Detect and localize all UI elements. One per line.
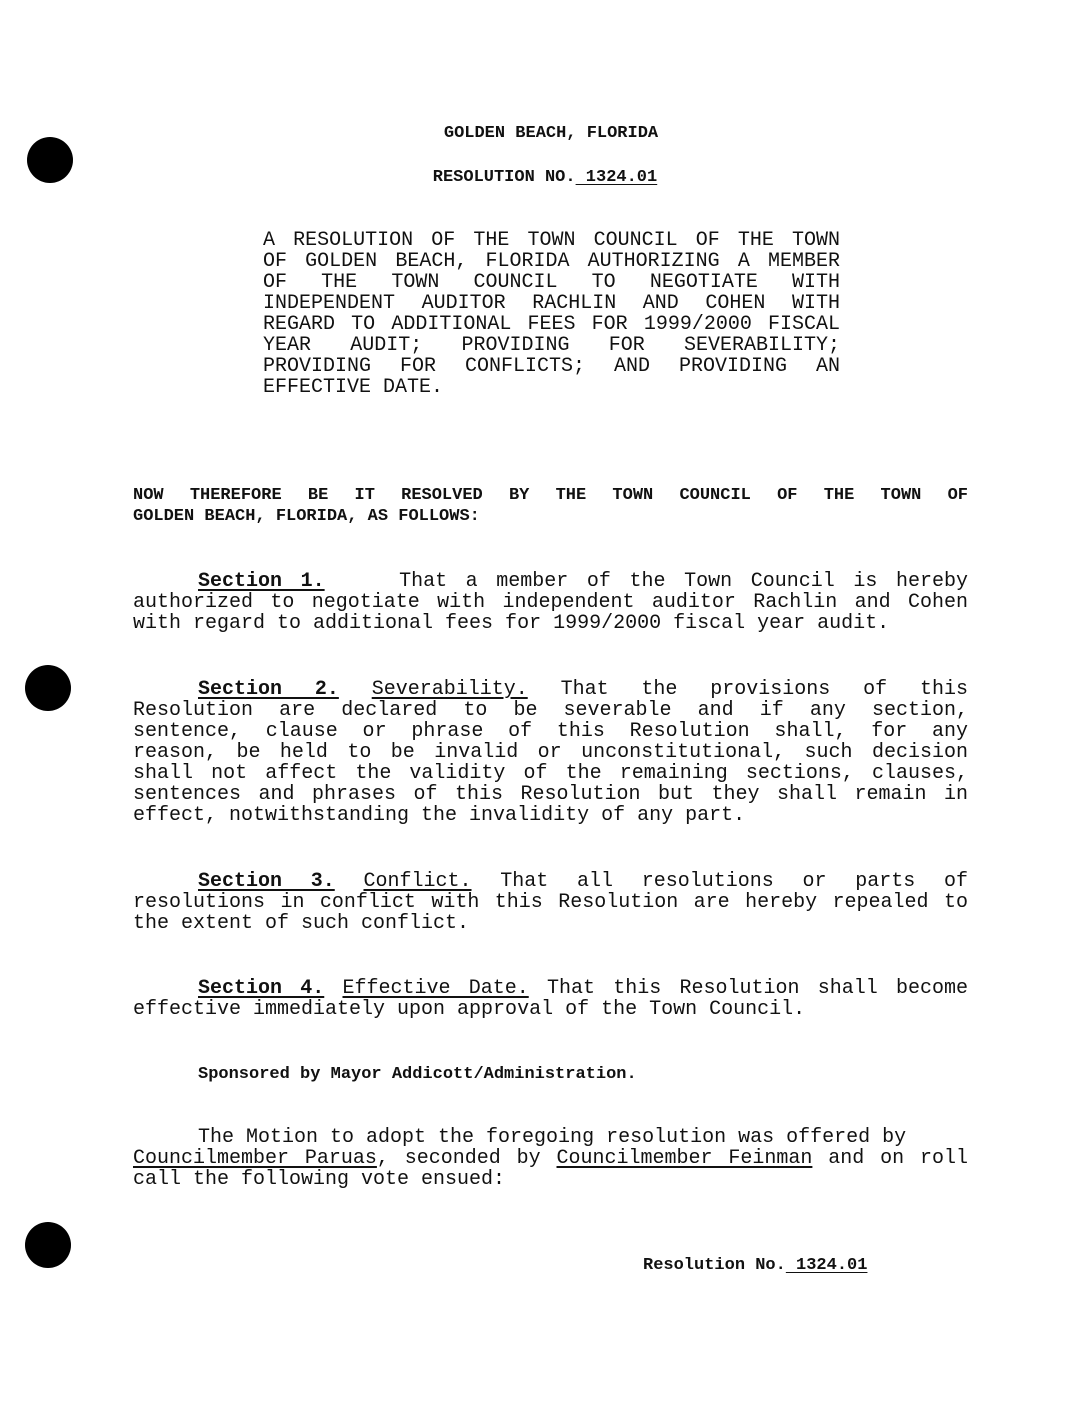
section-first-line <box>133 571 968 592</box>
section-first-line <box>133 871 968 892</box>
section-2 <box>133 679 968 826</box>
section-4 <box>133 978 968 1020</box>
section-line: sentences and phrases of this Resolution but they shall remain in <box>133 783 968 806</box>
motion-line <box>133 1148 968 1169</box>
section-title: Conflict. <box>363 870 472 893</box>
preamble <box>133 485 968 527</box>
abstract-line: YEAR AUDIT; PROVIDING FOR SEVERABILITY; <box>263 334 840 357</box>
motion-line: call the following vote ensued: <box>133 1168 506 1191</box>
section-line: Resolution are declared to be severable and if any section, <box>133 699 968 722</box>
section-line: authorized to negotiate with independent auditor Rachlin and Cohen <box>133 591 968 614</box>
section-line: shall not affect the validity of the remaining sections, clauses, <box>133 762 968 785</box>
section-label: Section 4. <box>198 977 325 1000</box>
section-label: Section 2. <box>198 678 339 701</box>
section-line: effective immediately upon approval of the Town Council. <box>133 998 806 1021</box>
abstract-line: A RESOLUTION OF THE TOWN COUNCIL OF THE TOWN <box>263 229 840 252</box>
section-text: That a member of the Town Council is hereby <box>399 570 968 593</box>
section-label: Section 1. <box>198 570 325 593</box>
section-line: with regard to additional fees for 1999/2000 fiscal year audit. <box>133 612 890 635</box>
section-line: effect, notwithstanding the invalidity of any part. <box>133 804 746 827</box>
section-text: That the provisions of this <box>560 678 968 701</box>
sponsor-line: Sponsored by Mayor Addicott/Administration. <box>198 1065 637 1084</box>
abstract-line: INDEPENDENT AUDITOR RACHLIN AND COHEN WITH <box>263 292 840 315</box>
section-line: resolutions in conflict with this Resolution are hereby repealed to <box>133 891 968 914</box>
section-first-line <box>133 679 968 700</box>
section-first-line <box>133 978 968 999</box>
section-text: That this Resolution shall become <box>546 977 968 1000</box>
section-3 <box>133 871 968 934</box>
abstract-line: OF GOLDEN BEACH, FLORIDA AUTHORIZING A MEMBER <box>263 250 840 273</box>
section-title: Effective Date. <box>342 977 529 1000</box>
section-line: sentence, clause or phrase of this Resolution shall, for any <box>133 720 968 743</box>
mover-name: Councilmember Paruas <box>133 1147 377 1170</box>
section-line: reason, be held to be invalid or unconstitutional, such decision <box>133 741 968 764</box>
section-1 <box>133 571 968 634</box>
section-text: That all resolutions or parts of <box>500 870 968 893</box>
punch-hole <box>25 1222 71 1268</box>
section-line: the extent of such conflict. <box>133 912 470 935</box>
section-label: Section 3. <box>198 870 335 893</box>
abstract-line: PROVIDING FOR CONFLICTS; AND PROVIDING AN <box>263 355 840 378</box>
footer-number: 1324.01 <box>785 1256 868 1275</box>
punch-hole <box>25 665 71 711</box>
resolution-number-heading <box>300 167 790 188</box>
motion-text: , seconded by <box>376 1147 557 1170</box>
motion-text: and on roll <box>812 1147 968 1170</box>
footer-resolution-number <box>643 1255 867 1276</box>
document-town-title: GOLDEN BEACH, FLORIDA <box>443 124 659 143</box>
section-title: Severability. <box>371 678 528 701</box>
abstract-line: OF THE TOWN COUNCIL TO NEGOTIATE WITH <box>263 271 840 294</box>
resolution-number: 1324.01 <box>575 168 658 187</box>
resolution-abstract <box>263 230 840 398</box>
seconder-name: Councilmember Feinman <box>556 1147 813 1170</box>
punch-hole <box>27 137 73 183</box>
motion-paragraph <box>133 1127 968 1190</box>
abstract-line: EFFECTIVE DATE. <box>263 376 444 399</box>
resolution-label: RESOLUTION NO. <box>432 168 576 187</box>
preamble-line: NOW THEREFORE BE IT RESOLVED BY THE TOWN COUNCIL OF THE TOWN OF <box>133 486 968 505</box>
abstract-line: REGARD TO ADDITIONAL FEES FOR 1999/2000 FISCAL <box>263 313 840 336</box>
motion-line: The Motion to adopt the foregoing resolution was offered by <box>198 1126 907 1149</box>
footer-label: Resolution No. <box>643 1256 786 1275</box>
preamble-line: GOLDEN BEACH, FLORIDA, AS FOLLOWS: <box>133 507 480 526</box>
